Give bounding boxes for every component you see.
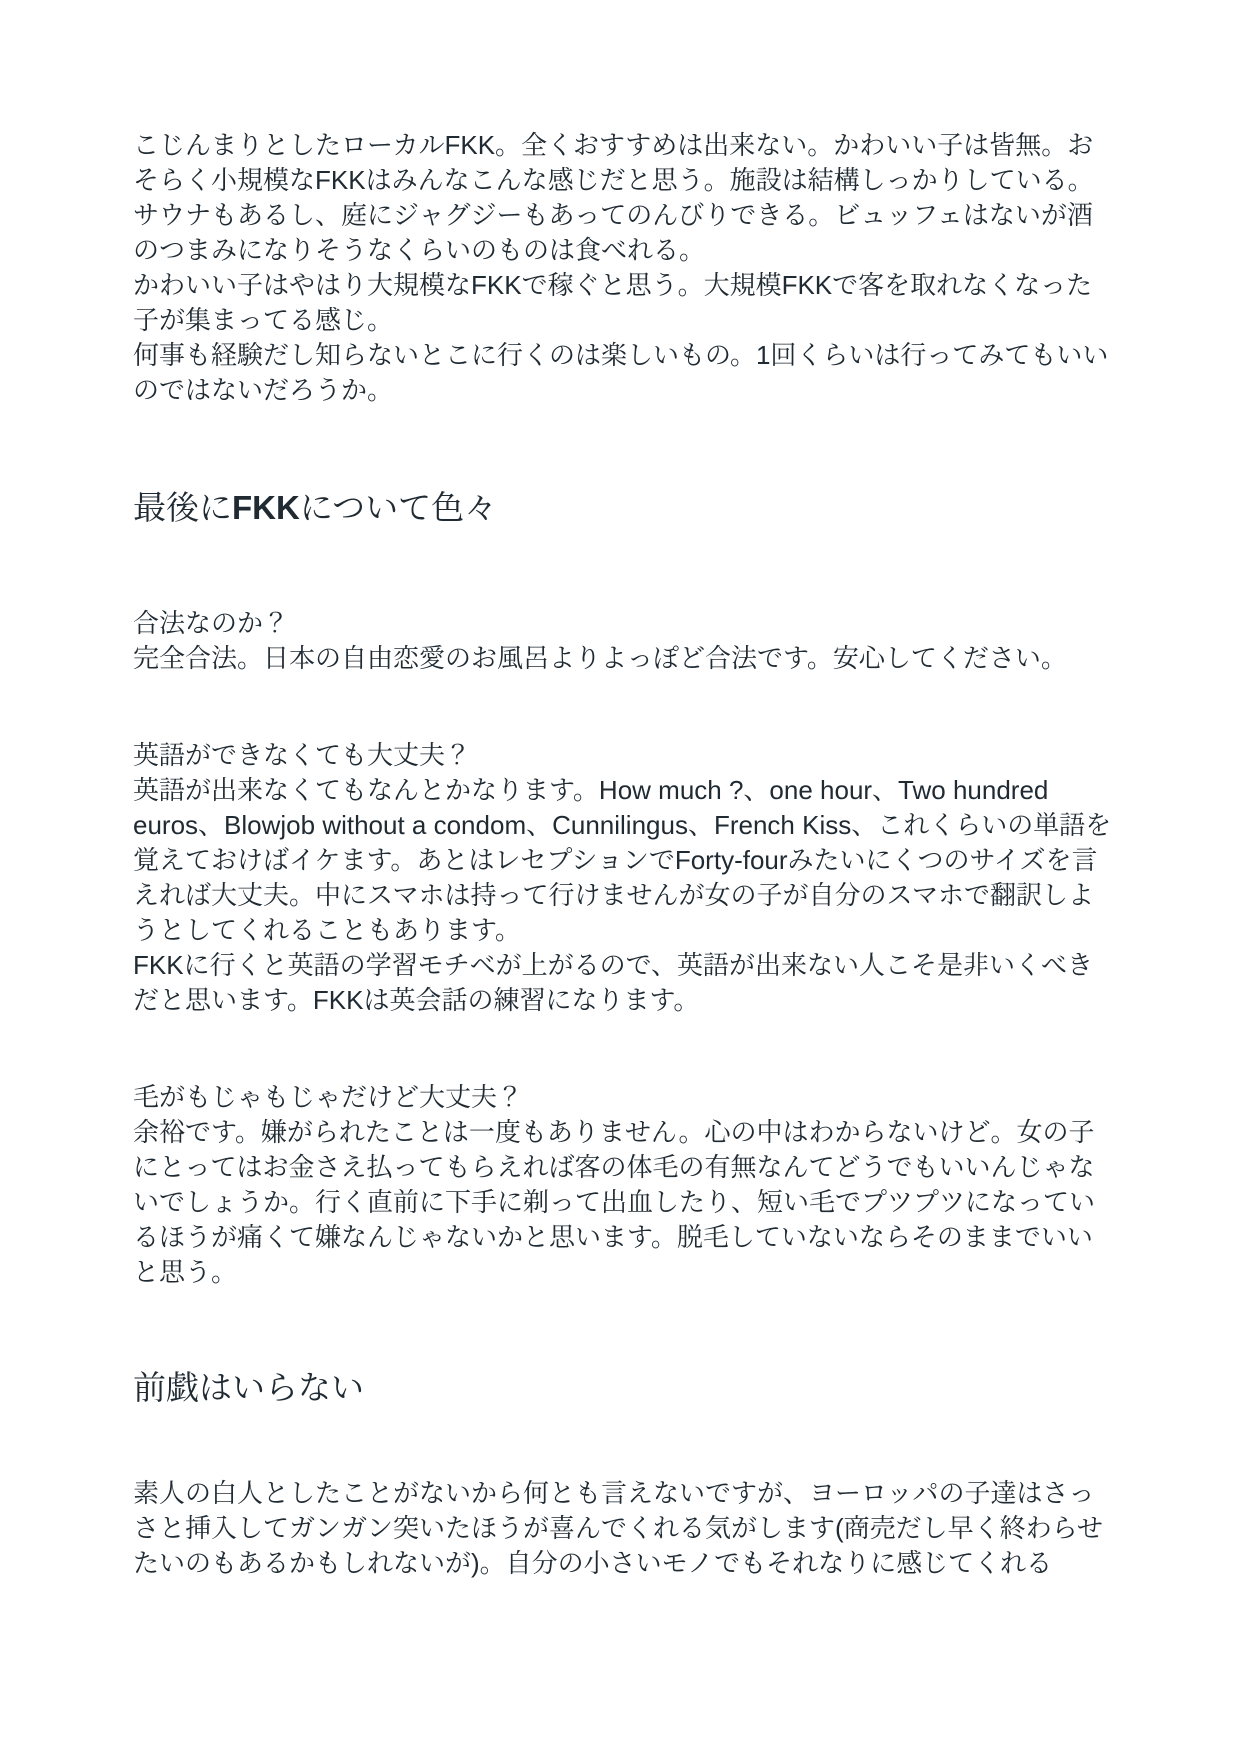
- foreplay-section-heading: 前戯はいらない: [133, 1369, 364, 1406]
- qa-question-english: 英語ができなくても大丈夫？: [133, 740, 472, 770]
- qa-block-english: [133, 738, 1114, 1018]
- intro-text-experience: 何事も経験だし知らないとこに行くのは楽しいもの。1回くらいは行ってみてもいいのではないだろうか。: [133, 340, 1109, 405]
- closing-paragraph: [133, 1476, 1114, 1581]
- qa-answer-legality: 完全合法。日本の自由恋愛のお風呂よりよっぽど合法です。安心してください。: [133, 643, 1067, 673]
- faq-heading-acronym: FKK: [232, 489, 300, 526]
- qa-question-body-hair: 毛がもじゃもじゃだけど大丈夫？: [133, 1082, 524, 1112]
- qa-block-body-hair: [133, 1080, 1114, 1290]
- faq-section-heading: [133, 486, 1114, 530]
- faq-heading-prefix: 最後に: [133, 489, 232, 526]
- qa-answer-body-hair: 余裕です。嫌がられたことは一度もありません。心の中はわからないけど。女の子にとってはお金さえ払ってもらえれば客の体毛の有無なんてどうでもいいんじゃないでしょうか。行く直前に下手に剃って出血したり、短い毛でプツプツになっているほうが痛くて嫌なんじゃないかと思います。脱毛していないならそのままでいいと思う。: [133, 1117, 1096, 1287]
- closing-text: 素人の白人としたことがないから何とも言えないですが、ヨーロッパの子達はさっさと挿入してガンガン突いたほうが喜んでくれる気がします(商売だし早く終わらせたいのもあるかもしれないが)。自分の小さいモノでもそれなりに感じてくれる: [133, 1478, 1103, 1578]
- intro-text-girls: かわいい子はやはり大規模なFKKで稼ぐと思う。大規模FKKで客を取れなくなった子が集まってる感じ。: [133, 270, 1093, 335]
- faq-heading-suffix: について色々: [299, 489, 498, 526]
- qa-answer-english-1: 英語が出来なくてもなんとかなります。How much ?、one hour、Two hundred euros、Blowjob without a condom、Cunnilingus、French Kiss、これくらいの単語を覚えておけばイケます。あとはレセプションでForty-fourみたいにくつのサイズを言えれば大丈夫。中にスマホは持って行けませんが女の子が自分のスマホで翻訳しようとしてくれることもあります。: [133, 775, 1112, 945]
- intro-text-review: こじんまりとしたローカルFKK。全くおすすめは出来ない。かわいい子は皆無。おそらく小規模なFKKはみんなこんな感じだと思う。施設は結構しっかりしている。サウナもあるし、庭にジャグジーもあってのんびりできる。ビュッフェはないが酒のつまみになりそうなくらいのものは食べれる。: [133, 130, 1094, 265]
- qa-answer-english-2: FKKに行くと英語の学習モチベが上がるので、英語が出来ない人こそ是非いくべきだと思います。FKKは英会話の練習になります。: [133, 950, 1094, 1015]
- qa-block-legality: [133, 606, 1114, 676]
- qa-question-legality: 合法なのか？: [133, 608, 290, 638]
- intro-paragraph: [133, 128, 1114, 408]
